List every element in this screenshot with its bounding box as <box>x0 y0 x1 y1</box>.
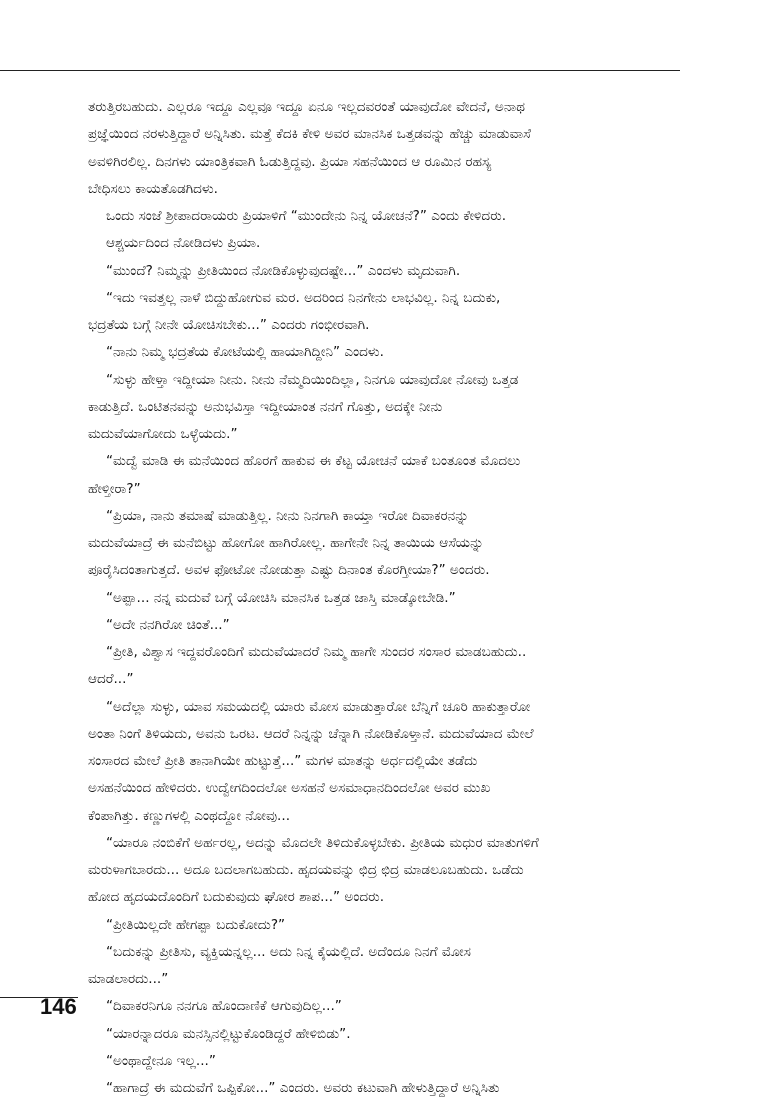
text-line: ಅವಳಿಗಿರಲಿಲ್ಲ. ದಿನಗಳು ಯಾಂತ್ರಿಕವಾಗಿ ಓಡುತ್ತಿದ್ದವು. ಪ್ರಿಯಾ ಸಹನೆಯಿಂದ ಆ ರೂಮಿನ ರಹಸ್ಯ <box>88 153 492 170</box>
text-line: “ನಾನು ನಿಮ್ಮ ಭದ್ರತೆಯ ಕೋಟೆಯಲ್ಲಿ ಹಾಯಾಗಿದ್ದೀನಿ” ಎಂದಳು. <box>106 344 384 361</box>
text-line: ಮರುಳಾಗಬಾರದು... ಅದೂ ಬದಲಾಗಬಹುದು. ಹೃದಯವನ್ನು ಛಿದ್ರ ಛಿದ್ರ ಮಾಡಲೂಬಹುದು. ಒಡೆದು <box>88 862 524 878</box>
text-line: ಹೋದ ಹೃದಯದೊಂದಿಗೆ ಬದುಕುವುದು ಘೋರ ಶಾಪ...” ಅಂದರು. <box>88 889 385 906</box>
text-line: “ಅಂಥಾದ್ದೇನೂ ಇಲ್ಲ...” <box>106 1052 216 1069</box>
page-number: 146 <box>40 994 77 1019</box>
text-line: “ಅದೇ ನನಗಿರೋ ಚಿಂತೆ...” <box>106 616 230 633</box>
text-line: “ಮುಂದೆ? ನಿಮ್ಮನ್ನು ಪ್ರೀತಿಯಿಂದ ನೋಡಿಕೊಳ್ಳುವುದಷ್ಟೇ...” ಎಂದಳು ಮೃದುವಾಗಿ. <box>106 262 461 279</box>
text-line: “ದಿವಾಕರನಿಗೂ ನನಗೂ ಹೊಂದಾಣಿಕೆ ಆಗುವುದಿಲ್ಲ...” <box>106 998 342 1015</box>
page-text <box>88 94 688 1102</box>
text-line: ಭದ್ರತೆಯ ಬಗ್ಗೆ ನೀನೇ ಯೋಚಿಸಬೇಕು...” ಎಂದರು ಗಂಭೀರವಾಗಿ. <box>88 317 370 333</box>
text-line: ಅಸಹನೆಯಿಂದ ಹೇಳಿದರು. ಉದ್ವೇಗದಿಂದಲೋ ಅಸಹನೆ ಅಸಮಾಧಾನದಿಂದಲೋ ಅವರ ಮುಖ <box>88 780 491 797</box>
text-line: ಮಾಡಲಾರದು...” <box>88 971 169 987</box>
text-line: ಪೂರೈಸಿದಂತಾಗುತ್ತದೆ. ಅವಳ ಫೋಟೋ ನೋಡುತ್ತಾ ಎಷ್ಟು ದಿನಾಂತ ಕೊರಗ್ತೀಯಾ?” ಅಂದರು. <box>88 562 490 579</box>
text-line: “ಯಾರೂ ನಂಬಿಕೆಗೆ ಅರ್ಹರಲ್ಲ, ಅದನ್ನು ಮೊದಲೇ ತಿಳಿದುಕೊಳ್ಳಬೇಕು. ಪ್ರೀತಿಯ ಮಧುರ ಮಾತುಗಳಿಗೆ <box>106 834 539 851</box>
text-line: “ಪ್ರಿಯಾ, ನಾನು ತಮಾಷೆ ಮಾಡುತ್ತಿಲ್ಲ. ನೀನು ನಿನಗಾಗಿ ಕಾಯ್ತಾ ಇರೋ ದಿವಾಕರನನ್ನು <box>106 507 469 524</box>
text-line: “ಅದೆಲ್ಲಾ ಸುಳ್ಳು, ಯಾವ ಸಮಯದಲ್ಲಿ ಯಾರು ಮೋಸ ಮಾಡುತ್ತಾರೋ ಬೆನ್ನಿಗೆ ಚೂರಿ ಹಾಕುತ್ತಾರೋ <box>106 698 531 715</box>
text-line: “ಯಾರನ್ನಾದರೂ ಮನಸ್ಸಿನಲ್ಲಿಟ್ಟುಕೊಂಡಿದ್ದರೆ ಹೇಳಿಬಿಡು”. <box>106 1025 351 1042</box>
text-line: “ಪ್ರೀತಿಯಿಲ್ಲದೇ ಹೇಗಪ್ಪಾ ಬದುಕೋದು?” <box>106 916 286 933</box>
text-line: ಕಾಡುತ್ತಿದೆ. ಒಂಟಿತನವನ್ನು ಅನುಭವಿಸ್ತಾ ಇದ್ದೀಯಾಂತ ನನಗೆ ಗೊತ್ತು, ಅದಕ್ಕೇ ನೀನು <box>88 398 443 415</box>
text-line: ತರುತ್ತಿರಬಹುದು. ಎಲ್ಲರೂ ಇದ್ದೂ ಎಲ್ಲವೂ ಇದ್ದೂ ಏನೂ ಇಲ್ಲದವರಂತೆ ಯಾವುದೋ ವೇದನೆ, ಅನಾಥ <box>88 99 525 115</box>
text-line: “ಹಾಗಾದ್ರೆ ಈ ಮದುವೆಗೆ ಒಪ್ಪಿಕೋ...” ಎಂದರು. ಅವರು ಕಟುವಾಗಿ ಹೇಳುತ್ತಿದ್ದಾರೆ ಅನ್ನಿಸಿತು <box>106 1080 500 1096</box>
text-line: ಆದರೆ...” <box>88 671 134 688</box>
header-rule <box>0 70 680 71</box>
text-line: ಮದುವೆಯಾದ್ರೆ ಈ ಮನೆಬಿಟ್ಟು ಹೋಗೋ ಹಾಗಿರೋಲ್ಲ. ಹಾಗೇನೇ ನಿನ್ನ ತಾಯಿಯ ಆಸೆಯನ್ನು <box>88 535 484 551</box>
text-line: ಸಂಸಾರದ ಮೇಲೆ ಪ್ರೀತಿ ತಾನಾಗಿಯೇ ಹುಟ್ಟುತ್ತೆ...” ಮಗಳ ಮಾತನ್ನು ಅರ್ಧದಲ್ಲಿಯೇ ತಡೆದು <box>88 753 478 769</box>
text-line: ಕೆಂಪಾಗಿತ್ತು. ಕಣ್ಣುಗಳಲ್ಲಿ ಎಂಥದ್ದೋ ನೋವು... <box>88 807 291 824</box>
text-line: “ಮದ್ವೆ ಮಾಡಿ ಈ ಮನೆಯಿಂದ ಹೊರಗೆ ಹಾಕುವ ಈ ಕೆಟ್ಟ ಯೋಚನೆ ಯಾಕೆ ಬಂತೂಂತ ಮೊದಲು <box>106 453 521 470</box>
text-line: “ಅಪ್ಪಾ... ನನ್ನ ಮದುವೆ ಬಗ್ಗೆ ಯೋಚಿಸಿ ಮಾನಸಿಕ ಒತ್ತಡ ಜಾಸ್ತಿ ಮಾಡ್ಕೋಬೇಡಿ.” <box>106 589 456 606</box>
text-line: ಆಶ್ಚರ್ಯದಿಂದ ನೋಡಿದಳು ಪ್ರಿಯಾ. <box>106 235 261 252</box>
text-line: “ಬದುಕನ್ನು ಪ್ರೀತಿಸು, ವ್ಯಕ್ತಿಯನ್ನಲ್ಲ... ಅದು ನಿನ್ನ ಕೈಯಲ್ಲಿದೆ. ಅದೆಂದೂ ನಿನಗೆ ಮೋಸ <box>106 943 471 960</box>
text-line: “ಸುಳ್ಳು ಹೇಳ್ತಾ ಇದ್ದೀಯಾ ನೀನು. ನೀನು ನೆಮ್ಮದಿಯಿಂದಿಲ್ಲಾ, ನಿನಗೂ ಯಾವುದೋ ನೋವು ಒತ್ತಡ <box>106 371 519 388</box>
text-line: ಪ್ರಜ್ಞೆಯಿಂದ ನರಳುತ್ತಿದ್ದಾರೆ ಅನ್ನಿಸಿತು. ಮತ್ತೆ ಕೆದಕಿ ಕೇಳಿ ಅವರ ಮಾನಸಿಕ ಒತ್ತಡವನ್ನು ಹೆಚ್ಚು ಮಾಡುವಾಸೆ <box>88 126 531 143</box>
text-line: “ಇದು ಇವತ್ತಲ್ಲ ನಾಳೆ ಬಿದ್ದುಹೋಗುವ ಮರ. ಅದರಿಂದ ನಿನಗೇನು ಲಾಭವಿಲ್ಲ. ನಿನ್ನ ಬದುಕು, <box>106 289 501 306</box>
text-line: ಹೇಳ್ತೀರಾ?” <box>88 480 141 497</box>
text-line: ಒಂದು ಸಂಜೆ ಶ್ರೀಪಾದರಾಯರು ಪ್ರಿಯಾಳಿಗೆ “ಮುಂದೇನು ನಿನ್ನ ಯೋಚನೆ?” ಎಂದು ಕೇಳಿದರು. <box>106 208 507 224</box>
text-line: ಬೇಧಿಸಲು ಕಾಯತೊಡಗಿದಳು. <box>88 180 218 197</box>
text-line: ಅಂತಾ ನಿಂಗೆ ತಿಳಿಯದು, ಅವನು ಒರಟ. ಆದರೆ ನಿನ್ನನ್ನು ಚೆನ್ನಾಗಿ ನೋಡಿಕೊಳ್ತಾನೆ. ಮದುವೆಯಾದ ಮೇಲೆ <box>88 725 534 742</box>
text-line: “ಪ್ರೀತಿ, ವಿಶ್ವಾಸ ಇದ್ದವರೊಂದಿಗೆ ಮದುವೆಯಾದರೆ ನಿಮ್ಮ ಹಾಗೇ ಸುಂದರ ಸಂಸಾರ ಮಾಡಬಹುದು.. <box>106 644 527 660</box>
text-line: ಮದುವೆಯಾಗೋದು ಒಳ್ಳೆಯದು.” <box>88 426 238 442</box>
